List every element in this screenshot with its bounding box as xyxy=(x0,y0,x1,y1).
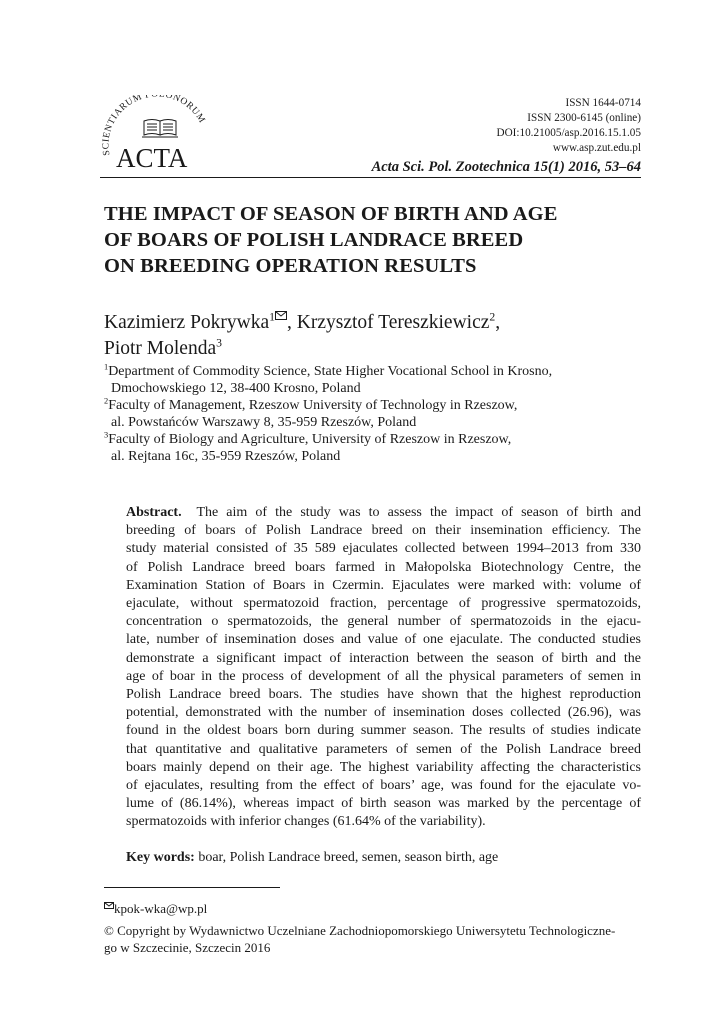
header-rule xyxy=(100,177,641,178)
abstract-line: Examination Station of Boars in Czermin. Ejaculates were marked with: volume of xyxy=(126,577,641,593)
email-address[interactable]: kpok-wka@wp.pl xyxy=(114,901,208,916)
abstract-line: found in the oldest boars born during summer season. The results of studies indicate xyxy=(126,723,641,739)
abstract xyxy=(126,504,641,832)
affiliation-line: Dmochowskiego 12, 38-400 Krosno, Poland xyxy=(111,381,361,396)
issn-online: ISSN 2300-6145 (online) xyxy=(527,112,641,124)
abstract-label: Abstract. xyxy=(126,505,182,520)
abstract-line: of Polish Landrace breed boars farmed in Małopolska Biotechnology Centre, the xyxy=(126,559,641,575)
title-line: OF BOARS OF POLISH LANDRACE BREED xyxy=(104,229,524,251)
authors-line-1 xyxy=(104,302,624,336)
logo-arc-text: SCIENTIARUM P ONORUM xyxy=(101,95,207,157)
copyright-line: © Copyright by Wydawnictwo Uczelniane Zachodniopomorskiego Uniwersytetu Technologiczne- xyxy=(104,923,616,938)
journal-logo xyxy=(100,95,220,175)
affiliation-line: al. Rejtana 16c, 35-959 Rzeszów, Poland xyxy=(111,449,341,464)
author-separator: , xyxy=(495,312,501,333)
paper-title xyxy=(104,201,644,279)
author-affiliation-mark: 1 xyxy=(269,310,275,324)
affiliation-number: 3 xyxy=(104,430,109,440)
abstract-line xyxy=(126,504,641,522)
abstract-line: demonstrate a significant impact of interaction between the season of birth and the xyxy=(126,650,641,666)
abstract-line: study material consisted of 35 589 ejaculates collected between 1994–2013 from 330 xyxy=(126,541,641,557)
envelope-icon xyxy=(275,302,287,328)
abstract-line: that quantitative and qualitative parameters of semen of the Polish Landrace breed xyxy=(126,741,641,757)
title-line: THE IMPACT OF SEASON OF BIRTH AND AGE xyxy=(104,203,558,225)
affiliations xyxy=(104,363,624,465)
author-name: , Krzysztof Tereszkiewicz xyxy=(287,312,490,333)
open-book-icon xyxy=(142,120,178,138)
abstract-line: late, number of insemination doses and value of one ejaculate. The conducted studies xyxy=(126,632,641,648)
keywords-label: Key words: xyxy=(126,850,195,865)
affiliation xyxy=(104,363,624,397)
affiliation-line: Faculty of Biology and Agriculture, University of Rzeszow in Rzeszow, xyxy=(108,432,512,447)
copyright-notice xyxy=(104,922,641,956)
affiliation-number: 2 xyxy=(104,396,109,406)
abstract-line: concentration o spermatozoids, the general number of spermatozoids in the ejacu- xyxy=(126,614,641,630)
author-list xyxy=(104,302,624,362)
author-affiliation-mark: 2 xyxy=(489,310,496,324)
affiliation xyxy=(104,431,624,465)
footnote-rule xyxy=(104,887,280,888)
envelope-icon xyxy=(104,897,114,913)
abstract-line: spermatozoids with inferior changes (61.64% of the variability). xyxy=(126,814,486,830)
doi: DOI:10.21005/asp.2016.15.1.05 xyxy=(496,127,641,139)
abstract-line: potential, demonstrated with the number of insemination doses collected (26.96), was xyxy=(126,705,641,721)
author-name: Piotr Molenda xyxy=(104,338,217,359)
abstract-line: of ejaculates, resulting from the effect of boars’ age, was found for the ejaculate vo- xyxy=(126,778,641,794)
issn-print: ISSN 1644-0714 xyxy=(565,97,641,109)
affiliation-line: Faculty of Management, Rzeszow University of Technology in Rzeszow, xyxy=(108,398,518,413)
author-affiliation-mark: 3 xyxy=(216,336,222,350)
logo-main-text: ACTA xyxy=(116,143,188,173)
affiliation xyxy=(104,397,624,431)
author-name: Kazimierz Pokrywka xyxy=(104,312,270,333)
title-line: ON BREEDING OPERATION RESULTS xyxy=(104,255,477,277)
abstract-text: The aim of the study was to assess the impact of season of birth and xyxy=(196,505,642,520)
affiliation-line: Department of Commodity Science, State Higher Vocational School in Krosno, xyxy=(108,364,553,379)
keywords-text: boar, Polish Landrace breed, semen, season birth, age xyxy=(194,850,499,865)
abstract-line: Polish Landrace breed boars. The studies have shown that the highest reproduction xyxy=(126,687,641,703)
affiliation-line: al. Powstańców Warszawy 8, 35-959 Rzeszów, Poland xyxy=(111,415,417,430)
journal-website: www.asp.zut.edu.pl xyxy=(552,142,641,154)
copyright-line: go w Szczecinie, Szczecin 2016 xyxy=(104,940,271,955)
affiliation-number: 1 xyxy=(104,362,109,372)
abstract-line: age of boar in the process of development of all the physical parameters of semen in xyxy=(126,668,641,684)
abstract-line: boars mainly depend on their age. The highest variability affecting the characteristics xyxy=(126,759,641,775)
authors-line-2 xyxy=(104,336,624,362)
corresponding-email[interactable] xyxy=(104,897,207,917)
issn-block xyxy=(497,96,642,156)
abstract-line: ejaculate, without spermatozoid fraction, percentage of progressive spermatozoids, xyxy=(126,596,641,612)
abstract-line: breeding of boars of Polish Landrace breed on their insemination efficiency. The xyxy=(126,523,641,539)
abstract-line: lume of (86.14%), whereas impact of birth season was marked by the percentage of xyxy=(126,796,641,812)
keywords xyxy=(126,850,498,866)
journal-citation: Acta Sci. Pol. Zootechnica 15(1) 2016, 53–64 xyxy=(371,159,641,175)
acta-logo-graphic xyxy=(100,95,220,175)
